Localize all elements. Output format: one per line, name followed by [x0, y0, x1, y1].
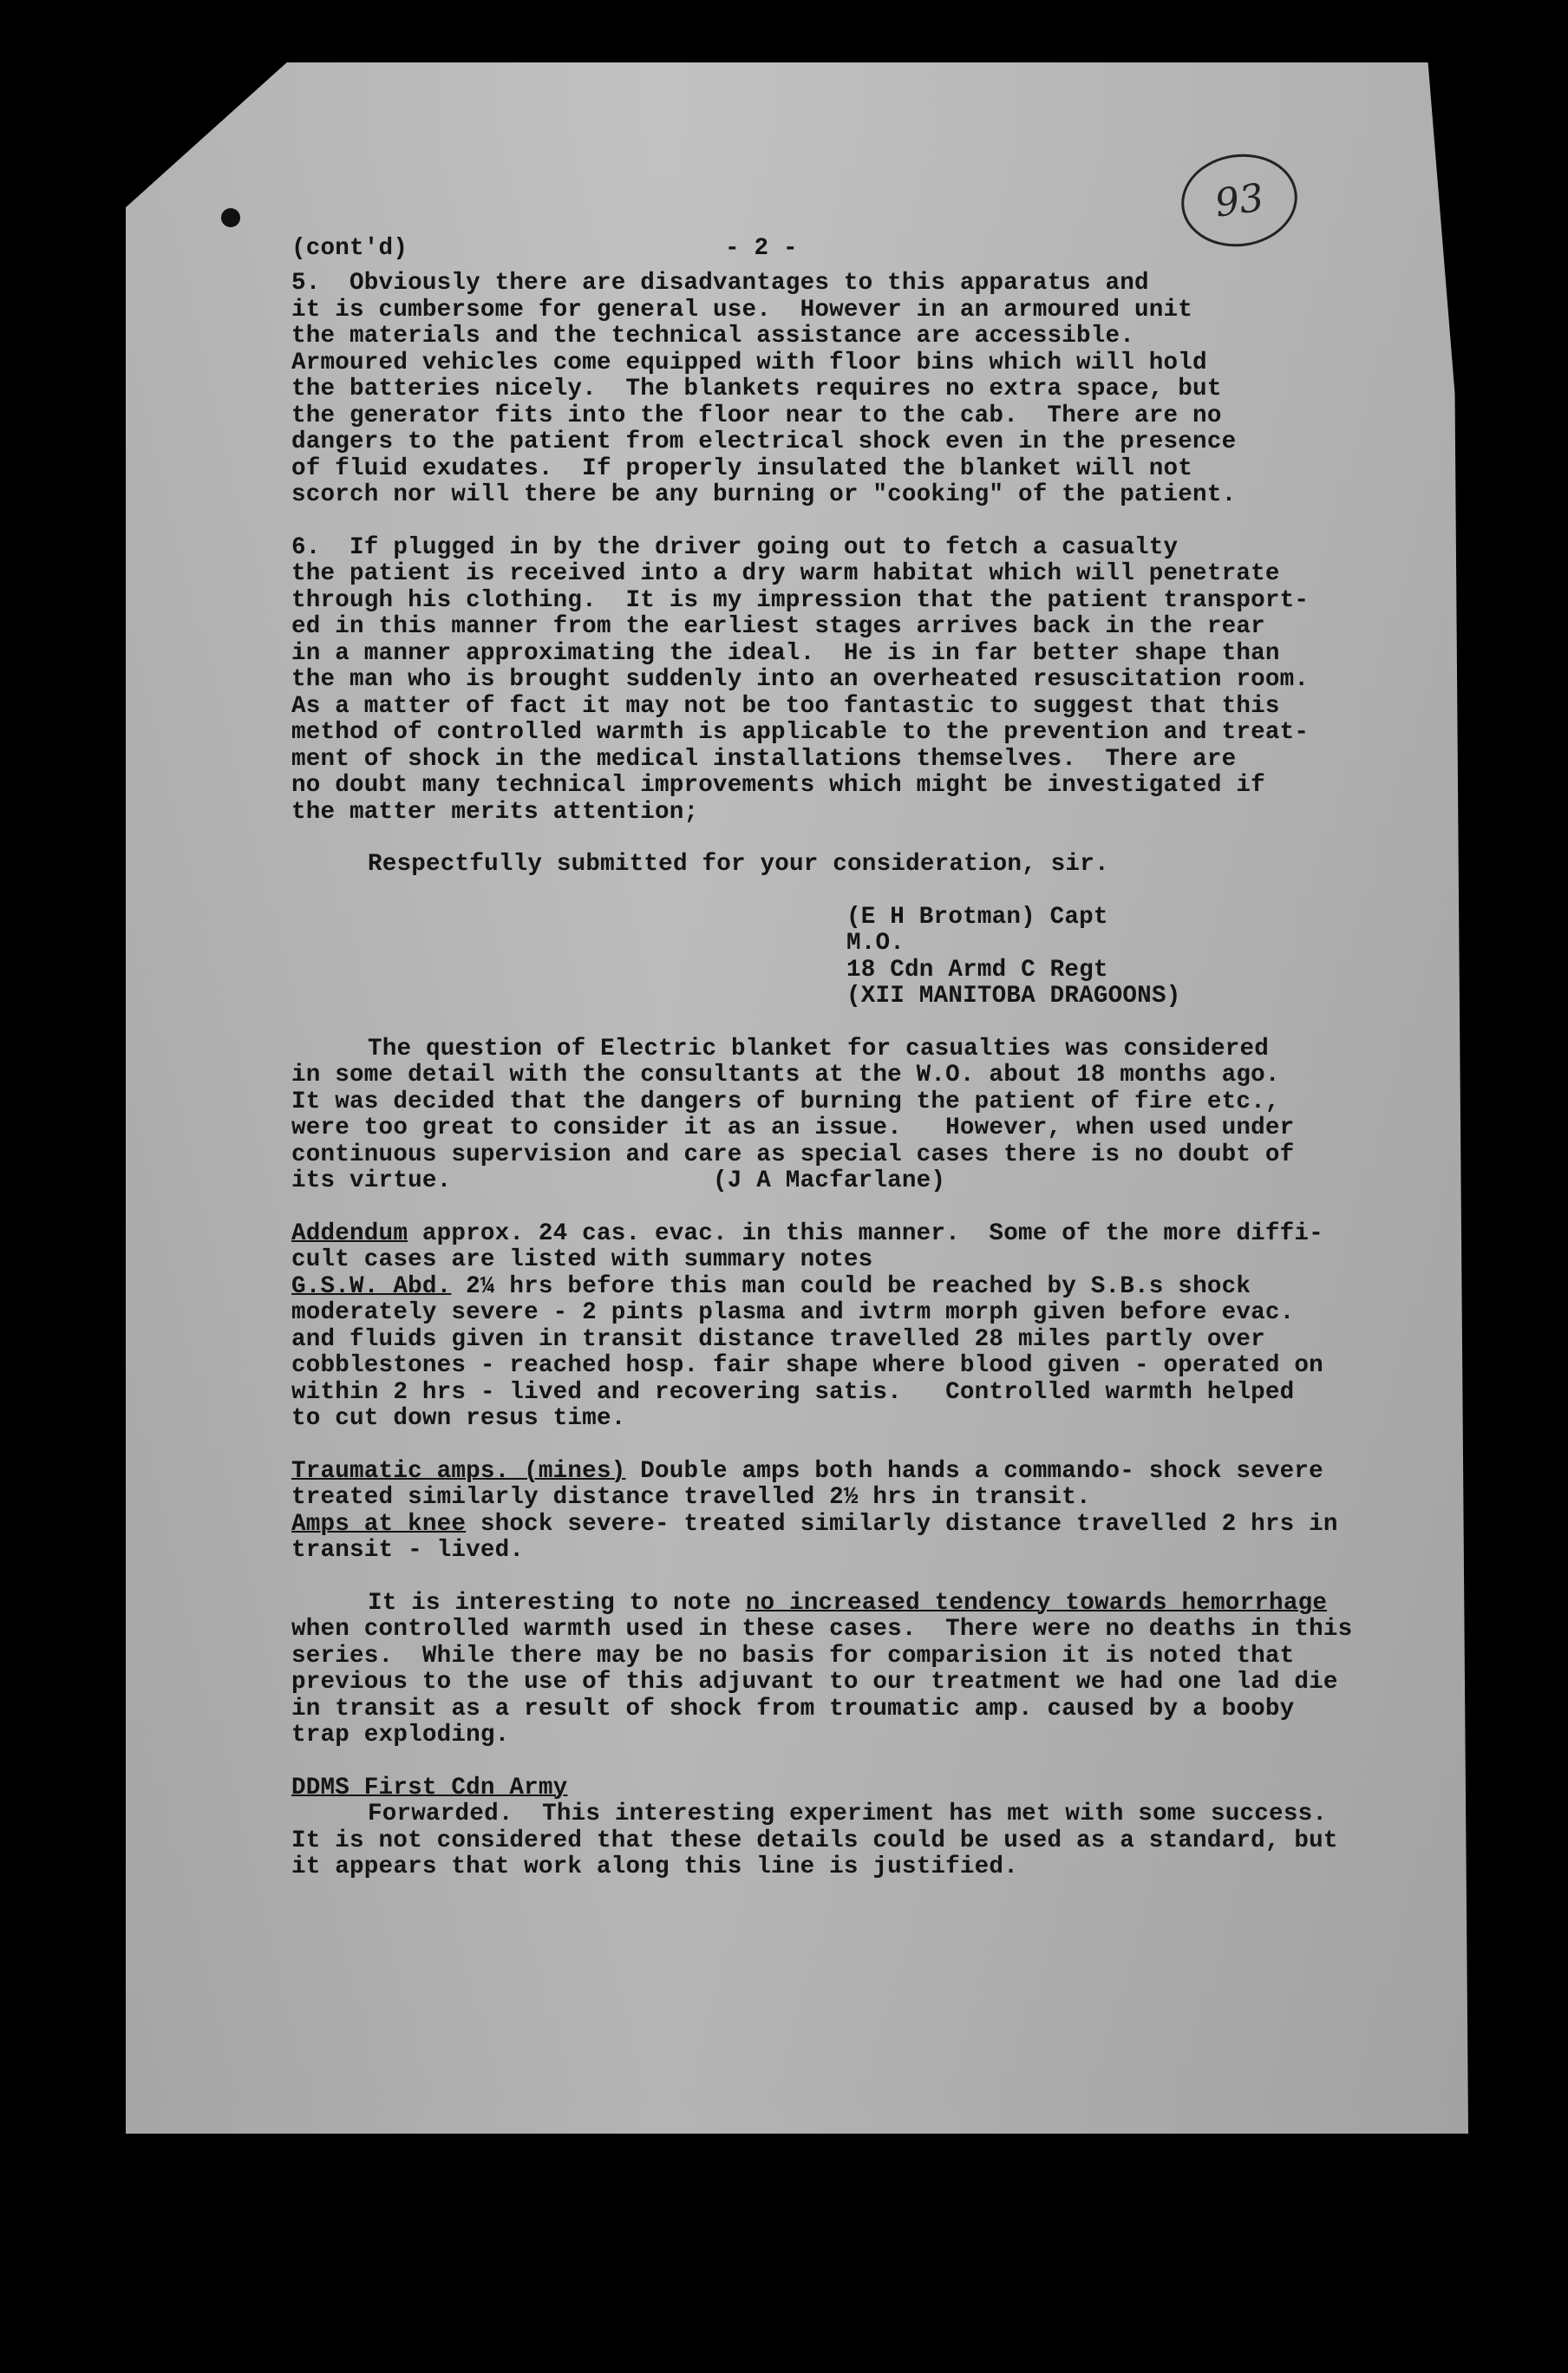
text-line: cult cases are listed with summary notes: [291, 1246, 873, 1273]
signature-line: (E H Brotman) Capt: [846, 903, 1108, 931]
continued-label: (cont'd): [291, 235, 408, 262]
text-line: the matter merits attention;: [291, 798, 699, 826]
addendum-text: approx. 24 cas. evac. in this manner. Some of the more diffi-: [408, 1219, 1323, 1247]
ddms-section: [291, 1775, 1445, 1881]
text-line: ed in this manner from the earliest stages arrives back in the rear: [291, 613, 1265, 640]
text-line: to cut down resus time.: [291, 1405, 626, 1432]
traumatic-section: [291, 1459, 1445, 1565]
consultant-comment: [291, 1036, 1445, 1195]
addendum-heading: Addendum: [291, 1219, 408, 1247]
interest-underlined: no increased tendency towards hemorrhage: [745, 1589, 1328, 1617]
paragraph-6: [291, 535, 1445, 827]
text-line: Forwarded. This interesting experiment has met with some success.: [368, 1801, 1328, 1827]
text-line: It was decided that the dangers of burning the patient of fire etc.,: [291, 1088, 1280, 1115]
text-line: transit - lived.: [291, 1537, 525, 1564]
text-line: it appears that work along this line is justified.: [291, 1853, 1018, 1880]
text-line: [291, 1274, 1445, 1301]
text-line: series. While there may be no basis for comparision it is noted that: [291, 1642, 1295, 1670]
text-line: ment of shock in the medical installations themselves. There are: [291, 745, 1237, 773]
page-number: - 2 -: [725, 235, 798, 262]
gsw-text: 2¼ hrs before this man could be reached by S.B.s shock: [451, 1272, 1251, 1300]
text-line: previous to the use of this adjuvant to our treatment we had one lad die: [291, 1669, 1338, 1696]
signature-block: [291, 905, 1445, 1010]
signature-line: M.O.: [846, 930, 905, 957]
text-line: through his clothing. It is my impression that the patient transport-: [291, 586, 1310, 614]
knee-text: shock severe- treated similarly distance travelled 2 hrs in: [466, 1510, 1338, 1538]
interest-section: [291, 1591, 1445, 1749]
text-line: of fluid exudates. If properly insulated the blanket will not: [291, 454, 1193, 482]
spacer: [291, 1433, 1445, 1459]
text-line: 5. Obviously there are disadvantages to this apparatus and: [291, 270, 1149, 297]
signature-line: 18 Cdn Armd C Regt: [846, 956, 1108, 984]
text-line: in transit as a result of shock from troumatic amp. caused by a booby: [291, 1695, 1295, 1723]
text-line: when controlled warmth used in these cases. There were no deaths in this: [291, 1616, 1353, 1643]
text-line: no doubt many technical improvements which might be investigated if: [291, 772, 1265, 799]
document-body: [291, 236, 1445, 1881]
text-line: the generator fits into the floor near to the cab. There are no: [291, 402, 1222, 429]
traumatic-text: Double amps both hands a commando- shock severe: [625, 1457, 1323, 1485]
text-line: scorch nor will there be any burning or "cooking" of the patient.: [291, 481, 1237, 508]
text-line: continuous supervision and care as special cases there is no doubt of: [291, 1141, 1295, 1168]
text-line: cobblestones - reached hosp. fair shape where blood given - operated on: [291, 1352, 1323, 1379]
text-line: trap exploding.: [291, 1722, 510, 1749]
text-line: The question of Electric blanket for casualties was considered: [368, 1035, 1270, 1062]
page-stamp-number: 93: [1212, 174, 1267, 226]
text-line: Armoured vehicles come equipped with floor bins which will hold: [291, 349, 1207, 376]
signature-line: (XII MANITOBA DRAGOONS): [846, 983, 1181, 1010]
text-line: within 2 hrs - lived and recovering satis. Controlled warmth helped: [291, 1378, 1295, 1406]
page-header: [291, 236, 1445, 271]
text-line: were too great to consider it as an issue. However, when used under: [291, 1115, 1295, 1141]
punch-hole: [221, 208, 240, 227]
spacer: [291, 826, 1445, 852]
text-line: [291, 1591, 1445, 1618]
text-line: 6. If plugged in by the driver going out to fetch a casualty: [291, 533, 1179, 561]
text-line: and fluids given in transit distance travelled 28 miles partly over: [291, 1325, 1265, 1353]
spacer: [291, 1010, 1445, 1036]
spacer: [291, 1565, 1445, 1591]
text-line: the batteries nicely. The blankets requires no extra space, but: [291, 376, 1222, 402]
text-line: moderately severe - 2 pints plasma and ivtrm morph given before evac.: [291, 1299, 1295, 1326]
text-line: dangers to the patient from electrical shock even in the presence: [291, 428, 1237, 455]
text-line: [291, 1775, 1445, 1802]
text-line: [291, 1221, 1445, 1248]
text-line: It is not considered that these details could be used as a standard, but: [291, 1827, 1338, 1854]
spacer: [291, 1195, 1445, 1221]
ddms-heading: DDMS First Cdn Army: [291, 1774, 568, 1801]
addendum-section: [291, 1221, 1445, 1433]
text-line: the patient is received into a dry warm habitat which will penetrate: [291, 560, 1280, 587]
spacer: [291, 509, 1445, 535]
text-line: method of controlled warmth is applicable to the prevention and treat-: [291, 719, 1310, 746]
traumatic-heading: Traumatic amps. (mines): [291, 1457, 626, 1485]
spacer: [291, 1749, 1445, 1775]
spacer: [291, 879, 1445, 905]
text-line: the man who is brought suddenly into an overheated resuscitation room.: [291, 666, 1310, 693]
text-line: the materials and the technical assistance are accessible.: [291, 323, 1135, 350]
interest-text: It is interesting to note: [368, 1589, 746, 1617]
text-line: it is cumbersome for general use. However in an armoured unit: [291, 296, 1193, 324]
text-line: its virtue. (J A Macfarlane): [291, 1167, 946, 1194]
paragraph-5: [291, 271, 1445, 509]
text-line: in some detail with the consultants at the W.O. about 18 months ago.: [291, 1062, 1280, 1088]
gsw-heading: G.S.W. Abd.: [291, 1272, 452, 1300]
text-line: [291, 1512, 1445, 1539]
closing-line: Respectfully submitted for your consideration, sir.: [368, 851, 1109, 878]
text-line: in a manner approximating the ideal. He is in far better shape than: [291, 639, 1280, 667]
text-line: [291, 1459, 1445, 1486]
knee-heading: Amps at knee: [291, 1510, 467, 1538]
text-line: treated similarly distance travelled 2½ hrs in transit.: [291, 1484, 1091, 1511]
text-line: As a matter of fact it may not be too fantastic to suggest that this: [291, 692, 1280, 720]
